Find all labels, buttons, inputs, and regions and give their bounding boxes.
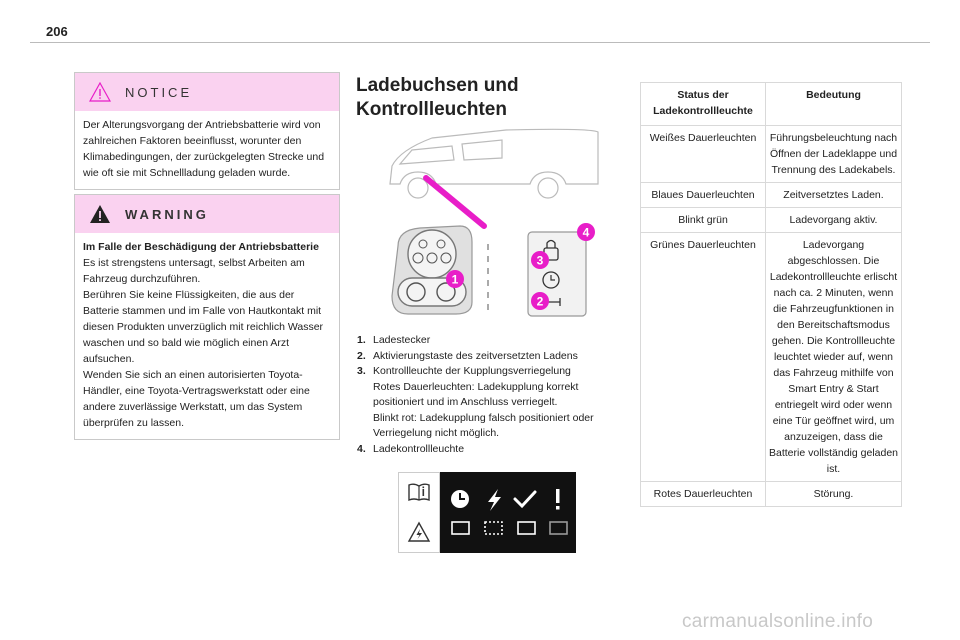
warning-lead: Im Falle der Beschädigung der Antriebsbatterie	[83, 241, 319, 253]
table-row	[641, 183, 902, 208]
table-row	[641, 126, 902, 183]
warning-paragraph: Berühren Sie keine Flüssigkeiten, die aus der Batterie stammen und im Falle von Hautkontakt mit diesen Produkten unverzüglich mit reichlich Wasser waschen und so bald wie möglich einen Arzt aufsuchen.	[83, 289, 324, 365]
table-cell-status: Rotes Dauerleuchten	[641, 482, 766, 507]
legend-item	[357, 442, 612, 458]
table-cell-meaning: Zeitversetztes Laden.	[766, 183, 902, 208]
table-row	[641, 208, 902, 233]
section-title	[356, 74, 519, 122]
table-cell-status: Blaues Dauerleuchten	[641, 183, 766, 208]
indicator-lamp-red	[550, 522, 567, 534]
callout-number: 3	[536, 253, 544, 268]
legend-number: 2.	[357, 349, 366, 362]
warning-paragraph: Wenden Sie sich an einen autorisierten Toyota-Händler, eine Toyota-Vertragswerkstatt oder eine andere zuverlässige Werkstatt, um das System überprüfen zu lassen.	[83, 369, 310, 429]
status-table	[640, 82, 902, 507]
legend-text: Ladestecker	[373, 334, 431, 346]
table-row	[641, 233, 902, 482]
watermark[interactable]: carmanualsonline.info	[682, 611, 874, 632]
notice-triangle-icon	[89, 82, 111, 102]
indicator-lamp-white	[452, 522, 469, 534]
legend-number: 4.	[357, 442, 366, 455]
callout-number: 2	[536, 294, 544, 309]
notice-title: NOTICE	[125, 84, 193, 100]
table-header-row	[641, 83, 902, 126]
table-row	[641, 482, 902, 507]
legend-number: 1.	[357, 334, 366, 346]
section-title-line: Kontrollleuchten	[356, 99, 507, 120]
legend-text: Rotes Dauerleuchten: Ladekupplung korrekt positioniert und im Anschluss verriegelt.	[373, 380, 579, 408]
van-outline-icon	[390, 129, 598, 198]
legend-list	[357, 333, 612, 457]
indicator-lamp-blinking	[485, 522, 502, 534]
charging-port-illustration	[376, 126, 600, 322]
table-cell-meaning: Ladevorgang aktiv.	[766, 208, 902, 233]
table-cell-meaning: Ladevorgang abgeschlossen. Die Ladekontrollleuchte erlischt nach ca. 2 Minuten, wenn die Fahrzeugfunktionen in den Bereitschaftsmodus gehen. Die Kontrollleuchte leuchtet wieder auf, wenn das Fahrzeug mithilfe von Smart Entry & Start entriegelt wird oder wenn eine Tür geöffnet wird, um anzuzeigen, dass die Batterie vollständig geladen ist.	[766, 233, 902, 482]
legend-item	[357, 349, 612, 365]
legend-text: Kontrollleuchte der Kupplungsverriegelung	[373, 365, 571, 377]
table-cell-meaning: Störung.	[766, 482, 902, 507]
notice-box	[74, 72, 340, 190]
page-number: 206	[46, 24, 68, 39]
legend-item	[357, 333, 612, 349]
table-cell-status: Blinkt grün	[641, 208, 766, 233]
checkmark-icon	[515, 492, 535, 506]
indicator-lamp-green	[518, 522, 535, 534]
table-cell-status: Weißes Dauerleuchten	[641, 126, 766, 183]
lightning-icon	[488, 489, 501, 511]
callout-number: 4	[582, 225, 590, 240]
table-cell-status: Grünes Dauerleuchten	[641, 233, 766, 482]
charging-socket-icon	[392, 226, 472, 314]
indicator-panel	[398, 472, 576, 553]
warning-box	[74, 194, 340, 440]
legend-number: 3.	[357, 365, 366, 377]
indicator-symbols	[440, 472, 576, 553]
clock-icon	[451, 490, 469, 508]
header-rule	[30, 42, 930, 43]
electric-warning-icon	[407, 521, 431, 543]
legend-text: Aktivierungstaste des zeitversetzten Ladens	[373, 349, 578, 362]
manual-book-icon	[407, 482, 431, 502]
warning-triangle-icon	[89, 204, 111, 224]
legend-item	[357, 364, 612, 442]
warning-paragraph: Es ist strengstens untersagt, selbst Arbeiten am Fahrzeug durchzuführen.	[83, 257, 305, 285]
table-cell-meaning: Führungsbeleuchtung nach Öffnen der Ladeklappe und Trennung des Ladekabels.	[766, 126, 902, 183]
section-title-line: Ladebuchsen und	[356, 75, 519, 96]
pointer-line	[426, 178, 484, 226]
warning-title: WARNING	[125, 206, 209, 222]
notice-header	[75, 73, 339, 111]
callout-number: 1	[451, 272, 459, 287]
legend-text: Ladekontrollleuchte	[373, 442, 465, 455]
exclamation-icon	[556, 489, 560, 510]
table-header: Status der Ladekontrollleuchte	[641, 83, 766, 126]
notice-body: Der Alterungsvorgang der Antriebsbatterie wird von zahlreichen Faktoren beeinflusst, worunter den Klimabedingungen, der zurückgelegten Strecke und wie oft sie mit Schnellladung geladen wurde.	[83, 119, 325, 179]
legend-text: Blinkt rot: Ladekupplung falsch positioniert oder Verriegelung nicht möglich.	[373, 411, 594, 439]
table-header: Bedeutung	[766, 83, 902, 126]
warning-header	[75, 195, 339, 233]
